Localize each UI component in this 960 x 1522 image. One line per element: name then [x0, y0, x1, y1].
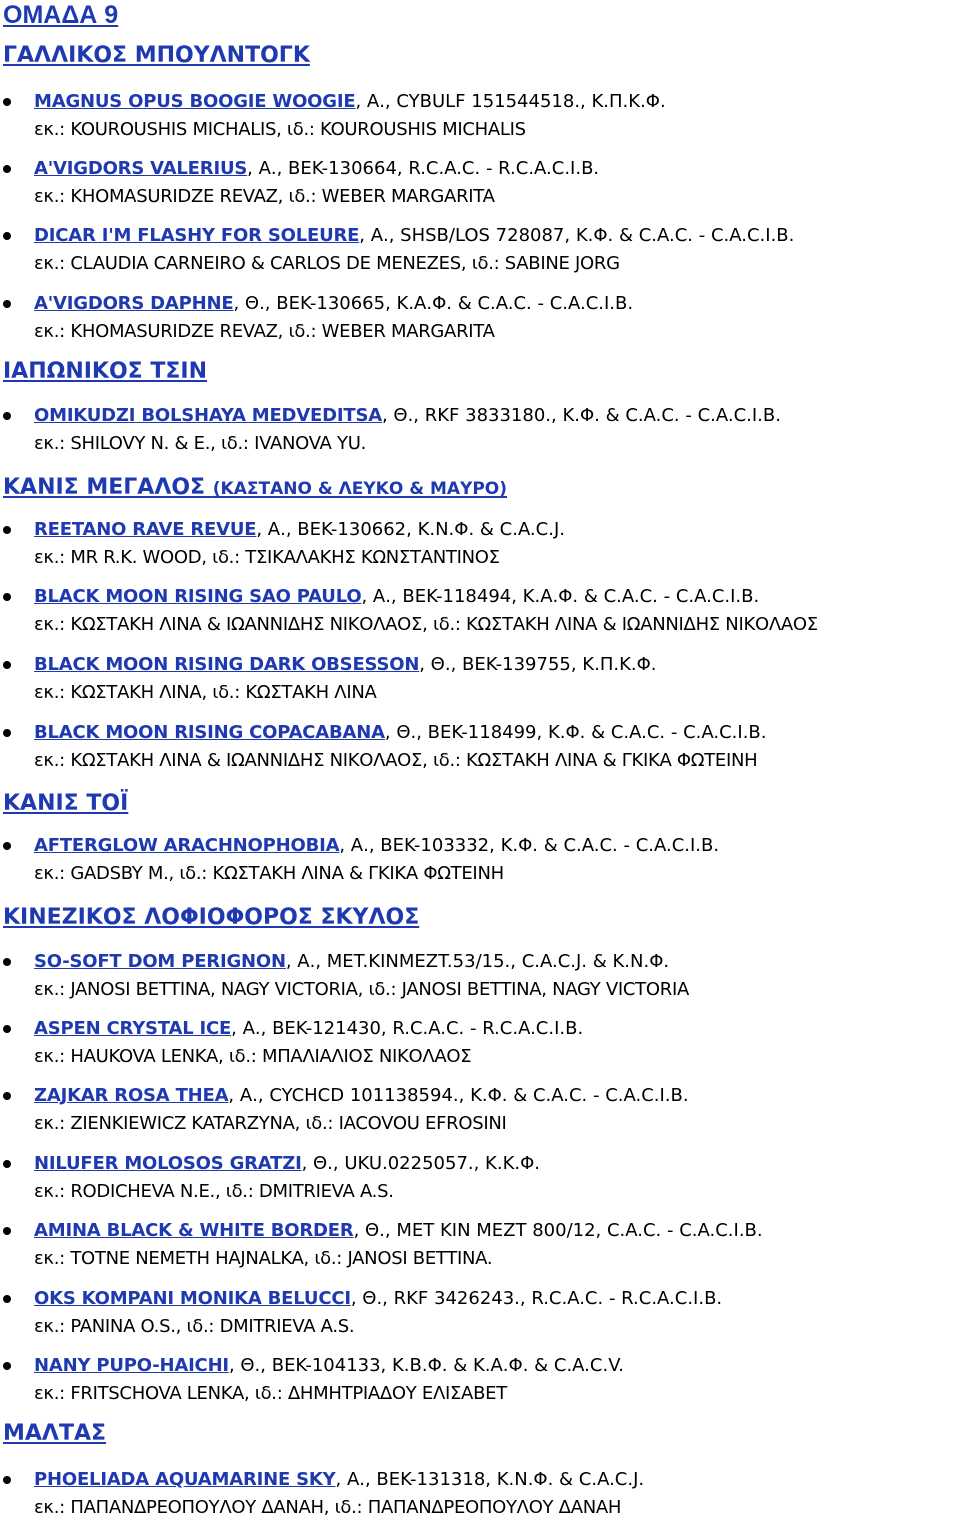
owners-line: εκ.: KOUROUSHIS MICHALIS, ιδ.: KOUROUSHIS MICHALIS: [34, 119, 526, 140]
dog-name: BLACK MOON RISING SAO PAULO: [34, 586, 362, 607]
breed-title-text: ΜΑΛΤΑΣ: [3, 1421, 107, 1446]
list-item: [3, 1466, 644, 1522]
owners-line: εκ.: RODICHEVA N.E., ιδ.: DMITRIEVA A.S.: [34, 1181, 394, 1202]
breed-title: [3, 904, 419, 932]
dog-details: , Α., SHSB/LOS 728087, Κ.Φ. & C.A.C. - C.A.C.I.B.: [359, 225, 795, 246]
list-item: [3, 222, 794, 278]
dog-details: , Θ., BEK-139755, Κ.Π.Κ.Φ.: [419, 654, 657, 675]
owners-line: εκ.: PANINA O.S., ιδ.: DMITRIEVA A.S.: [34, 1316, 355, 1337]
owners-line: εκ.: CLAUDIA CARNEIRO & CARLOS DE MENEZES, ιδ.: SABINE JORG: [34, 253, 620, 274]
bullet-icon: [3, 1362, 11, 1370]
dog-details: , Θ., BEK-118499, Κ.Φ. & C.A.C. - C.A.C.I.B.: [384, 722, 767, 743]
owners-line: εκ.: KHOMASURIDZE REVAZ, ιδ.: WEBER MARGARITA: [34, 186, 495, 207]
dog-name: REETANO RAVE REVUE: [34, 519, 257, 540]
owners-line: εκ.: ZIENKIEWICZ KATARZYNA, ιδ.: IACOVOU EFROSINI: [34, 1113, 507, 1134]
dog-name: NILUFER MOLOSOS GRATZI: [34, 1153, 302, 1174]
group-title: ΟΜΑΔΑ 9: [3, 1, 119, 29]
dog-details: , Α., MET.KINMEZT.53/15., C.A.C.J. & Κ.Ν.Φ.: [285, 951, 670, 972]
dog-details: , Α., CYBULF 151544518., Κ.Π.Κ.Φ.: [355, 91, 666, 112]
entry-line: [34, 1217, 763, 1245]
entry-line: [34, 832, 719, 860]
bullet-icon: [3, 661, 11, 669]
dog-name: PHOELIADA AQUAMARINE SKY: [34, 1469, 336, 1490]
breed-title-text: ΚΑΝΙΣ ΤΟΪ: [3, 791, 129, 816]
owners-line: εκ.: FRITSCHOVA LENKA, ιδ.: ΔΗΜΗΤΡΙΑΔΟΥ ΕΛΙΣΑΒΕΤ: [34, 1383, 507, 1404]
bullet-icon: [3, 1227, 11, 1235]
entry-line: [34, 1466, 644, 1494]
entry-line: [34, 155, 599, 183]
owners-line: εκ.: SHILOVY N. & E., ιδ.: IVANOVA YU.: [34, 433, 366, 454]
dog-name: OMIKUDZI BOLSHAYA MEDVEDITSA: [34, 405, 382, 426]
dog-name: BLACK MOON RISING COPACABANA: [34, 722, 385, 743]
bullet-icon: [3, 958, 11, 966]
list-item: [3, 1352, 624, 1408]
dog-name: OKS KOMPANI MONIKA BELUCCI: [34, 1288, 351, 1309]
dog-details: , Α., BEK-118494, Κ.Α.Φ. & C.A.C. - C.A.C.I.B.: [361, 586, 760, 607]
owners-line: εκ.: TOTNE NEMETH HAJNALKA, ιδ.: JANOSI BETTINA.: [34, 1248, 493, 1269]
bullet-icon: [3, 1092, 11, 1100]
entry-line: [34, 948, 689, 976]
dog-details: , Α., BEK-121430, R.C.A.C. - R.C.A.C.I.B.: [231, 1018, 584, 1039]
list-item: [3, 948, 689, 1004]
entry-line: [34, 1352, 624, 1380]
dog-name: ASPEN CRYSTAL ICE: [34, 1018, 232, 1039]
dog-name: AFTERGLOW ARACHNOPHOBIA: [34, 835, 340, 856]
dog-details: , Θ., UKU.0225057., Κ.Κ.Φ.: [301, 1153, 541, 1174]
dog-name: NANY PUPO-HAICHI: [34, 1355, 229, 1376]
owners-line: εκ.: GADSBY M., ιδ.: ΚΩΣΤΑΚΗ ΛΙΝΑ & ΓΚΙΚΑ ΦΩΤΕΙΝΗ: [34, 863, 504, 884]
dog-name: DICAR I'M FLASHY FOR SOLEURE: [34, 225, 360, 246]
entry-line: [34, 583, 818, 611]
list-item: [3, 516, 565, 572]
breed-title-text: ΚΙΝΕΖΙΚΟΣ ΛΟΦΙΟΦΟΡΟΣ ΣΚΥΛΟΣ: [3, 905, 420, 930]
bullet-icon: [3, 1295, 11, 1303]
entry-line: [34, 719, 767, 747]
entry-line: [34, 651, 657, 679]
entry-line: [34, 88, 666, 116]
owners-line: εκ.: ΚΩΣΤΑΚΗ ΛΙΝΑ & ΙΩΑΝΝΙΔΗΣ ΝΙΚΟΛΑΟΣ, ιδ.: ΚΩΣΤΑΚΗ ΛΙΝΑ & ΓΚΙΚΑ ΦΩΤΕΙΝΗ: [34, 750, 758, 771]
list-item: [3, 155, 599, 211]
owners-line: εκ.: JANOSI BETTINA, NAGY VICTORIA, ιδ.: JANOSI BETTINA, NAGY VICTORIA: [34, 979, 689, 1000]
breed-title-text: ΓΑΛΛΙΚΟΣ ΜΠΟΥΛΝΤΟΓΚ: [3, 43, 310, 68]
bullet-icon: [3, 1025, 11, 1033]
owners-line: εκ.: MR R.K. WOOD, ιδ.: ΤΣΙΚΑΛΑΚΗΣ ΚΩΝΣΤΑΝΤΙΝΟΣ: [34, 547, 500, 568]
dog-details: , Θ., BEK-104133, Κ.Β.Φ. & Κ.Α.Φ. & C.A.C.V.: [228, 1355, 624, 1376]
list-item: [3, 1217, 763, 1273]
dog-name: ZAJKAR ROSA THEA: [34, 1085, 229, 1106]
dog-details: , Α., BEK-131318, Κ.Ν.Φ. & C.A.C.J.: [335, 1469, 645, 1490]
entry-line: [34, 290, 633, 318]
owners-line: εκ.: KHOMASURIDZE REVAZ, ιδ.: WEBER MARGARITA: [34, 321, 495, 342]
list-item: [3, 402, 781, 458]
dog-name: A'VIGDORS VALERIUS: [34, 158, 248, 179]
breed-title: [3, 42, 310, 70]
entry-line: [34, 1285, 722, 1313]
dog-details: , Θ., RKF 3833180., Κ.Φ. & C.A.C. - C.A.C.I.B.: [381, 405, 781, 426]
dog-name: SO-SOFT DOM PERIGNON: [34, 951, 286, 972]
bullet-icon: [3, 165, 11, 173]
list-item: [3, 1150, 540, 1206]
entry-line: [34, 222, 794, 250]
breed-title: [3, 358, 207, 386]
bullet-icon: [3, 593, 11, 601]
dog-details: , Θ., MET KIN MEZT 800/12, C.A.C. - C.A.C.I.B.: [353, 1220, 763, 1241]
list-item: [3, 719, 767, 775]
bullet-icon: [3, 300, 11, 308]
owners-line: εκ.: HAUKOVA LENKA, ιδ.: ΜΠΑΛΙΑΛΙΟΣ ΝΙΚΟΛΑΟΣ: [34, 1046, 472, 1067]
dog-details: , Α., BEK-130662, Κ.Ν.Φ. & C.A.C.J.: [256, 519, 565, 540]
list-item: [3, 832, 719, 888]
breed-subtitle: (ΚΑΣΤΑΝΟ & ΛΕΥΚΟ & ΜΑΥΡΟ): [212, 479, 508, 499]
bullet-icon: [3, 842, 11, 850]
bullet-icon: [3, 1476, 11, 1484]
bullet-icon: [3, 526, 11, 534]
entry-line: [34, 1150, 540, 1178]
breed-title-text: ΙΑΠΩΝΙΚΟΣ ΤΣΙΝ: [3, 359, 207, 384]
dog-details: , Θ., RKF 3426243., R.C.A.C. - R.C.A.C.I.B.: [350, 1288, 723, 1309]
list-item: [3, 583, 818, 639]
dog-details: , Α., BEK-130664, R.C.A.C. - R.C.A.C.I.B.: [247, 158, 600, 179]
dog-name: BLACK MOON RISING DARK OBSESSON: [34, 654, 420, 675]
bullet-icon: [3, 98, 11, 106]
owners-line: εκ.: ΠΑΠΑΝΔΡΕΟΠΟΥΛΟΥ ΔΑΝΑΗ, ιδ.: ΠΑΠΑΝΔΡΕΟΠΟΥΛΟΥ ΔΑΝΑΗ: [34, 1497, 622, 1518]
dog-details: , Θ., BEK-130665, Κ.Α.Φ. & C.A.C. - C.A.C.I.B.: [233, 293, 634, 314]
entry-line: [34, 516, 565, 544]
list-item: [3, 1015, 583, 1071]
entry-line: [34, 402, 781, 430]
breed-title: [3, 474, 507, 503]
list-item: [3, 88, 666, 144]
list-item: [3, 1285, 722, 1341]
owners-line: εκ.: ΚΩΣΤΑΚΗ ΛΙΝΑ, ιδ.: ΚΩΣΤΑΚΗ ΛΙΝΑ: [34, 682, 377, 703]
breed-title: [3, 1420, 106, 1448]
dog-name: AMINA BLACK & WHITE BORDER: [34, 1220, 354, 1241]
list-item: [3, 1082, 689, 1138]
bullet-icon: [3, 412, 11, 420]
entry-line: [34, 1015, 583, 1043]
bullet-icon: [3, 232, 11, 240]
bullet-icon: [3, 729, 11, 737]
breed-title: [3, 790, 128, 818]
owners-line: εκ.: ΚΩΣΤΑΚΗ ΛΙΝΑ & ΙΩΑΝΝΙΔΗΣ ΝΙΚΟΛΑΟΣ, ιδ.: ΚΩΣΤΑΚΗ ΛΙΝΑ & ΙΩΑΝΝΙΔΗΣ ΝΙΚΟΛΑΟΣ: [34, 614, 818, 635]
dog-name: A'VIGDORS DAPHNE: [34, 293, 234, 314]
dog-name: MAGNUS OPUS BOOGIE WOOGIE: [34, 91, 356, 112]
dog-details: , Α., BEK-103332, Κ.Φ. & C.A.C. - C.A.C.I.B.: [339, 835, 720, 856]
list-item: [3, 651, 657, 707]
bullet-icon: [3, 1160, 11, 1168]
entry-line: [34, 1082, 689, 1110]
list-item: [3, 290, 633, 346]
dog-details: , Α., CYCHCD 101138594., Κ.Φ. & C.A.C. - C.A.C.I.B.: [228, 1085, 689, 1106]
breed-title-text: ΚΑΝΙΣ ΜΕΓΑΛΟΣ: [3, 475, 206, 500]
